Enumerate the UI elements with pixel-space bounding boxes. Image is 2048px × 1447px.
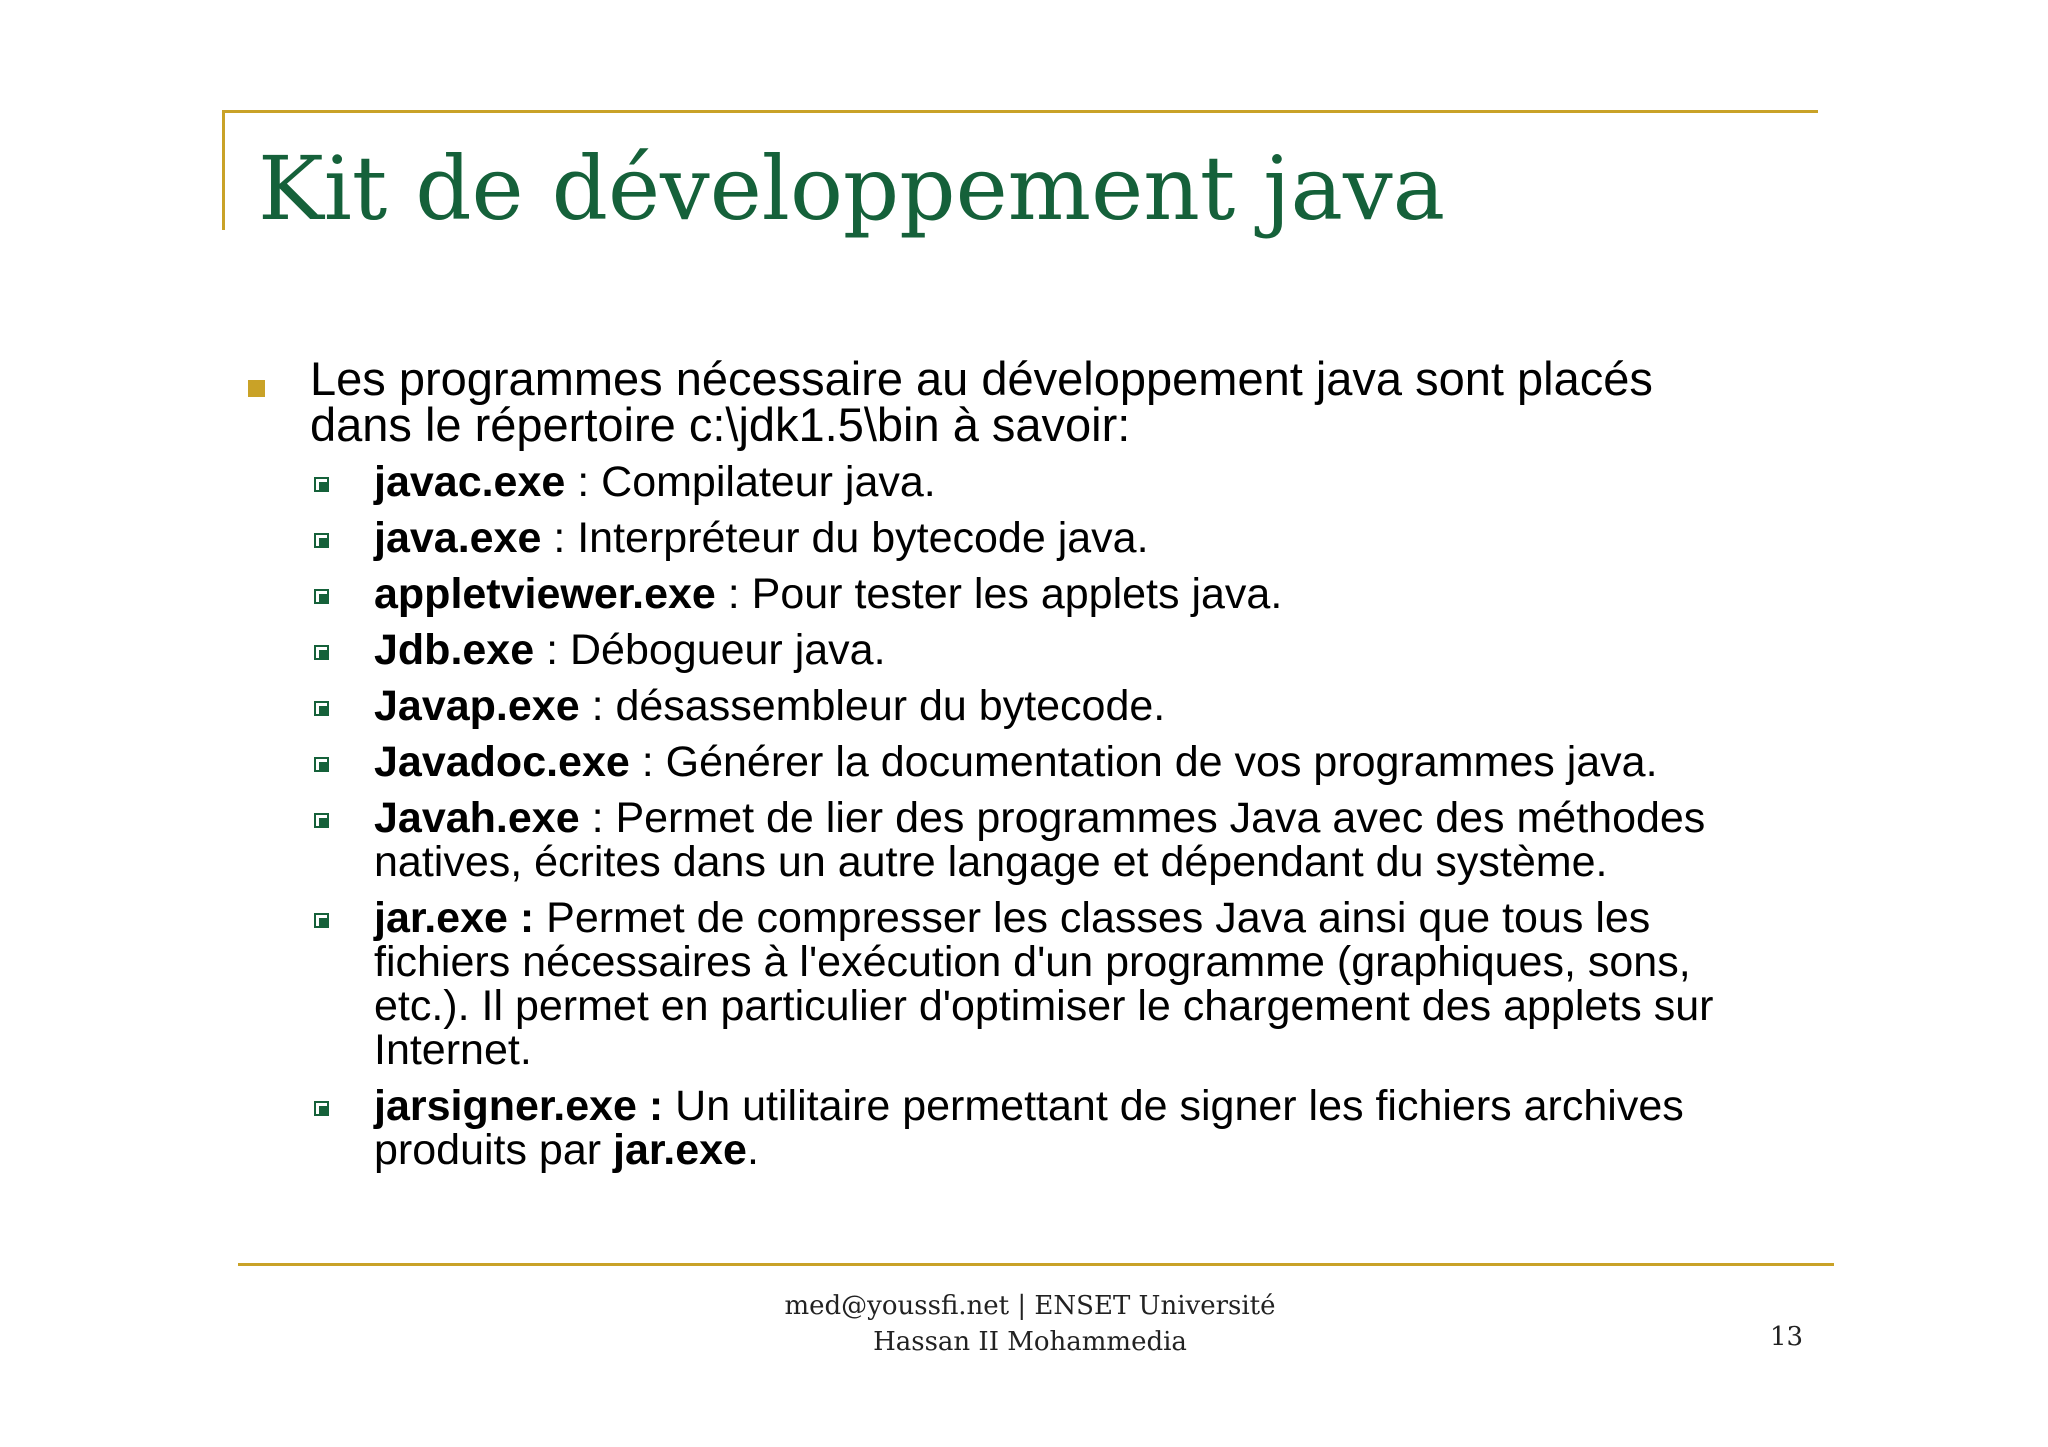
tool-name: Jdb.exe xyxy=(374,626,535,674)
frame-left-rule xyxy=(222,110,225,230)
list-item xyxy=(374,1084,1714,1172)
list-item xyxy=(374,572,1714,616)
footer-rule xyxy=(238,1263,1834,1266)
tool-desc: Un utilitaire permettant de signer les fichiers archives produits par xyxy=(374,1082,1684,1174)
checkbox-bullet-icon xyxy=(314,533,329,548)
tool-desc: : Permet de lier des programmes Java avec des méthodes natives, écrites dans un autre langage et dépendant du système. xyxy=(374,794,1706,886)
tool-desc-end: . xyxy=(746,1126,759,1174)
tool-name: java.exe xyxy=(374,514,542,562)
checkbox-bullet-icon xyxy=(314,701,329,716)
tool-list xyxy=(0,460,2048,1172)
slide-title: Kit de développement java xyxy=(258,137,1446,240)
tool-desc: : Pour tester les applets java. xyxy=(715,570,1283,618)
footer-text xyxy=(700,1288,1360,1360)
list-item xyxy=(374,516,1714,560)
square-bullet-icon xyxy=(248,380,265,397)
intro-text: Les programmes nécessaire au développement java sont placés dans le répertoire c:\jdk1.5\bin à savoir: xyxy=(310,352,1653,451)
list-item xyxy=(374,740,1714,784)
tool-name: javac.exe xyxy=(374,458,566,506)
main-bullet-item xyxy=(310,352,1700,451)
tool-name: appletviewer.exe xyxy=(374,570,716,618)
checkbox-bullet-icon xyxy=(314,1101,329,1116)
footer-line-2: Hassan II Mohammedia xyxy=(873,1327,1187,1357)
tool-desc: : Interpréteur du bytecode java. xyxy=(541,514,1149,562)
list-item xyxy=(374,896,1714,1072)
tool-name: Javap.exe xyxy=(374,682,580,730)
list-item xyxy=(374,684,1714,728)
tool-desc: : Générer la documentation de vos programmes java. xyxy=(629,738,1658,786)
tool-desc: Permet de compresser les classes Java ainsi que tous les fichiers nécessaires à l'exécution d'un programme (graphiques, sons, etc.). Il permet en particulier d'optimiser le chargement des applets sur Internet. xyxy=(374,894,1714,1074)
checkbox-bullet-icon xyxy=(314,589,329,604)
tool-name: jar.exe : xyxy=(374,894,535,942)
list-item xyxy=(374,628,1714,672)
tool-desc: : Débogueur java. xyxy=(534,626,886,674)
tool-name: Javah.exe xyxy=(374,794,580,842)
footer-line-1: med@youssfi.net | ENSET Université xyxy=(784,1291,1276,1321)
tool-name: jarsigner.exe : xyxy=(374,1082,664,1130)
list-item xyxy=(374,460,1714,504)
tool-name: Javadoc.exe xyxy=(374,738,630,786)
checkbox-bullet-icon xyxy=(314,645,329,660)
checkbox-bullet-icon xyxy=(314,757,329,772)
tool-name-inline: jar.exe xyxy=(613,1126,747,1174)
checkbox-bullet-icon xyxy=(314,913,329,928)
tool-desc: : Compilateur java. xyxy=(565,458,936,506)
checkbox-bullet-icon xyxy=(314,813,329,828)
frame-top-rule xyxy=(222,110,1818,113)
page-number: 13 xyxy=(1770,1322,1804,1352)
slide-content xyxy=(0,352,2048,1184)
list-item xyxy=(374,796,1714,884)
tool-desc: : désassembleur du bytecode. xyxy=(579,682,1166,730)
checkbox-bullet-icon xyxy=(314,477,329,492)
